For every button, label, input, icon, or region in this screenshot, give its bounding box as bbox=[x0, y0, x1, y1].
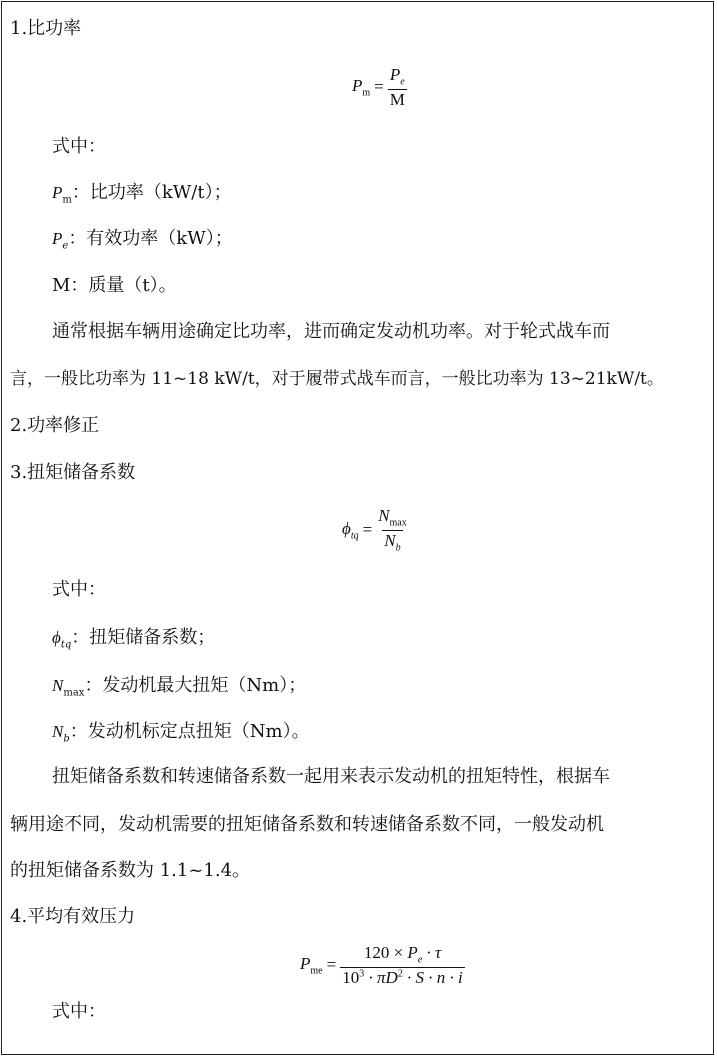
where-label-1: 式中： bbox=[52, 136, 106, 157]
paragraph-1-line-1: 通常根据车辆用途确定比功率，进而确定发动机功率。对于轮式战车而 bbox=[52, 321, 610, 342]
definition-pe: $P_e$：有效功率（kW）； bbox=[52, 228, 233, 252]
formula3-equals: = bbox=[326, 955, 337, 975]
definition-nmax: $N_{max}$：发动机最大扭矩（Nm）； bbox=[52, 675, 307, 699]
formula3-lhs: $P_{me}$ bbox=[300, 954, 323, 977]
paragraph-2-line-2: 辆用途不同，发动机需要的扭矩储备系数和转速储备系数不同，一般发动机 bbox=[10, 814, 604, 835]
formula-mean-effective-pressure bbox=[300, 944, 465, 987]
formula2-fraction: $\frac{N_{max}}{N_b}$ bbox=[378, 506, 407, 554]
section-3-heading: 3.扭矩储备系数 bbox=[10, 462, 136, 483]
document-page bbox=[1, 1, 714, 1055]
formula1-lhs: $P_m$ bbox=[352, 76, 371, 99]
definition-m: M：质量（t）。 bbox=[52, 275, 177, 296]
section-2-heading: 2.功率修正 bbox=[10, 415, 100, 436]
formula3-fraction: $\frac{120 \times P_e \cdot \tau}{10^3 \cdot \pi D^2 \cdot S \cdot n \cdot i}$ bbox=[342, 943, 463, 987]
paragraph-2-line-3: 的扭矩储备系数为 1.1~1.4。 bbox=[10, 860, 251, 881]
where-label-2: 式中： bbox=[52, 579, 106, 600]
section-1-heading: 1.比功率 bbox=[10, 18, 82, 39]
formula2-equals: = bbox=[362, 520, 373, 540]
formula1-equals: = bbox=[374, 77, 384, 97]
paragraph-1-line-2: 言，一般比功率为 11~18 kW/t，对于履带式战车而言，一般比功率为 13~21kW/t。 bbox=[10, 369, 664, 389]
paragraph-2-line-1: 扭矩储备系数和转速储备系数一起用来表示发动机的扭矩特性，根据车 bbox=[52, 766, 610, 787]
section-4-heading: 4.平均有效压力 bbox=[10, 906, 136, 927]
definition-nb: $N_b$：发动机标定点扭矩（Nm）。 bbox=[52, 721, 310, 745]
formula1-fraction: $\frac{P_e}{M}$ bbox=[389, 65, 405, 109]
formula-specific-power bbox=[352, 66, 407, 109]
definition-phi: $\phi_{tq}$：扭矩储备系数； bbox=[52, 627, 216, 651]
formula-torque-reserve bbox=[342, 507, 409, 554]
formula2-lhs: $\phi_{tq}$ bbox=[342, 519, 359, 542]
where-label-3: 式中： bbox=[52, 1001, 106, 1022]
definition-pm: $P_m$：比功率（kW/t）； bbox=[52, 182, 232, 206]
